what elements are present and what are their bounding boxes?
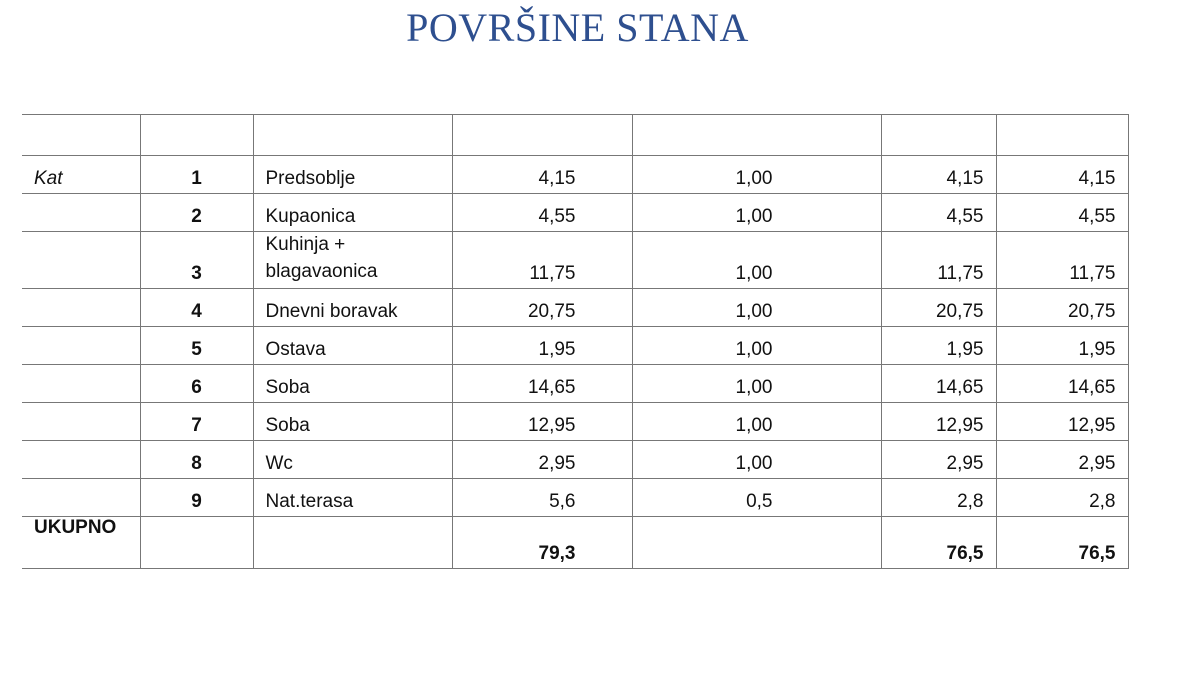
room-coefficient: 1,00 <box>632 441 881 479</box>
area-table <box>22 114 1129 569</box>
table-row <box>22 479 1128 517</box>
table-row <box>22 289 1128 327</box>
floor-cell <box>22 365 140 403</box>
header-cell <box>632 115 881 156</box>
room-coefficient: 1,00 <box>632 232 881 289</box>
room-area: 4,15 <box>452 156 632 194</box>
room-net-area: 2,95 <box>881 441 996 479</box>
room-area: 11,75 <box>452 232 632 289</box>
room-name: Ostava <box>253 327 452 365</box>
header-cell <box>996 115 1128 156</box>
room-area: 14,65 <box>452 365 632 403</box>
room-total-area: 20,75 <box>996 289 1128 327</box>
room-net-area: 4,15 <box>881 156 996 194</box>
room-index: 8 <box>140 441 253 479</box>
room-name: Soba <box>253 403 452 441</box>
room-coefficient: 1,00 <box>632 156 881 194</box>
table-row <box>22 441 1128 479</box>
room-name: Nat.terasa <box>253 479 452 517</box>
floor-cell <box>22 194 140 232</box>
room-index: 5 <box>140 327 253 365</box>
floor-cell <box>22 479 140 517</box>
floor-cell <box>22 289 140 327</box>
total-empty-cell <box>253 517 452 569</box>
floor-cell <box>22 232 140 289</box>
room-total-area: 14,65 <box>996 365 1128 403</box>
room-name: Kupaonica <box>253 194 452 232</box>
room-total-area: 12,95 <box>996 403 1128 441</box>
total-net-area: 76,5 <box>881 517 996 569</box>
page-title: POVRŠINE STANA <box>406 5 749 50</box>
room-index: 2 <box>140 194 253 232</box>
total-area: 79,3 <box>452 517 632 569</box>
header-cell <box>253 115 452 156</box>
room-net-area: 12,95 <box>881 403 996 441</box>
table-row <box>22 156 1128 194</box>
room-total-area: 2,95 <box>996 441 1128 479</box>
table-row <box>22 365 1128 403</box>
header-cell <box>881 115 996 156</box>
room-coefficient: 1,00 <box>632 403 881 441</box>
room-index: 1 <box>140 156 253 194</box>
floor-cell <box>22 327 140 365</box>
room-net-area: 20,75 <box>881 289 996 327</box>
floor-label: Kat <box>22 156 140 194</box>
table-row <box>22 327 1128 365</box>
total-empty-cell <box>632 517 881 569</box>
room-name: Predsoblje <box>253 156 452 194</box>
room-coefficient: 0,5 <box>632 479 881 517</box>
room-area: 1,95 <box>452 327 632 365</box>
room-name: Wc <box>253 441 452 479</box>
table-row <box>22 194 1128 232</box>
total-sum-area: 76,5 <box>996 517 1128 569</box>
floor-cell <box>22 403 140 441</box>
room-coefficient: 1,00 <box>632 365 881 403</box>
room-total-area: 11,75 <box>996 232 1128 289</box>
room-index: 3 <box>140 232 253 289</box>
total-row <box>22 517 1128 569</box>
header-cell <box>22 115 140 156</box>
total-empty-cell <box>140 517 253 569</box>
room-area: 5,6 <box>452 479 632 517</box>
header-cell <box>452 115 632 156</box>
room-coefficient: 1,00 <box>632 194 881 232</box>
room-index: 6 <box>140 365 253 403</box>
room-net-area: 2,8 <box>881 479 996 517</box>
header-cell <box>140 115 253 156</box>
table-header-row <box>22 115 1128 156</box>
room-area: 4,55 <box>452 194 632 232</box>
room-area: 12,95 <box>452 403 632 441</box>
room-net-area: 4,55 <box>881 194 996 232</box>
room-area: 20,75 <box>452 289 632 327</box>
table-row <box>22 232 1128 289</box>
room-net-area: 14,65 <box>881 365 996 403</box>
room-total-area: 4,15 <box>996 156 1128 194</box>
floor-cell <box>22 441 140 479</box>
room-total-area: 1,95 <box>996 327 1128 365</box>
room-total-area: 2,8 <box>996 479 1128 517</box>
room-name: Kuhinja + blagavaonica <box>253 232 452 289</box>
room-index: 7 <box>140 403 253 441</box>
room-name: Soba <box>253 365 452 403</box>
room-index: 4 <box>140 289 253 327</box>
room-net-area: 11,75 <box>881 232 996 289</box>
total-label: UKUPNO <box>22 517 140 569</box>
room-area: 2,95 <box>452 441 632 479</box>
room-total-area: 4,55 <box>996 194 1128 232</box>
room-index: 9 <box>140 479 253 517</box>
room-net-area: 1,95 <box>881 327 996 365</box>
room-coefficient: 1,00 <box>632 327 881 365</box>
table-row <box>22 403 1128 441</box>
room-name: Dnevni boravak <box>253 289 452 327</box>
room-coefficient: 1,00 <box>632 289 881 327</box>
